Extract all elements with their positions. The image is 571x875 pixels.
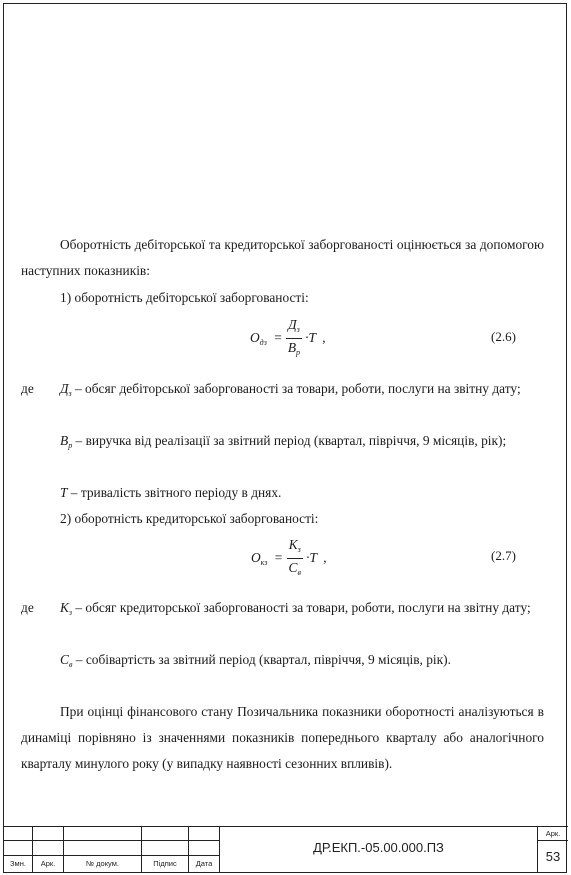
equals-sign: = bbox=[274, 330, 282, 346]
definition-cv bbox=[21, 647, 544, 678]
numerator: $К_з$ bbox=[287, 536, 303, 559]
sheet-label: Арк. bbox=[545, 829, 561, 838]
symbol: С bbox=[60, 652, 69, 667]
list-item-payables: 2) оборотність кредиторської заборгованості: bbox=[60, 511, 319, 526]
paragraph-intro: Оборотність дебіторської та кредиторської заборгованості оцінюється за допомогою наступних показників: bbox=[21, 237, 544, 278]
symbol: Д bbox=[60, 381, 69, 396]
symbol-sub: в bbox=[68, 660, 73, 669]
definition-text: – обсяг кредиторської заборгованості за товари, роботи, послуги на звітну дату; bbox=[72, 600, 531, 615]
equals-sign: = bbox=[274, 550, 283, 566]
sheet-number: 53 bbox=[545, 849, 561, 864]
numerator: $Д_з$ bbox=[286, 316, 302, 339]
multiplier: ·Т bbox=[305, 330, 316, 346]
symbol: К bbox=[60, 600, 69, 615]
symbol: В bbox=[60, 433, 69, 448]
definition-t bbox=[21, 480, 544, 506]
title-block-stamp bbox=[4, 826, 568, 872]
multiplier: ·Т bbox=[306, 550, 317, 566]
symbol-sub: з bbox=[68, 389, 72, 398]
comma: , bbox=[323, 550, 327, 566]
document-page bbox=[3, 3, 567, 873]
definition-dz bbox=[21, 376, 544, 407]
symbol-sub: р bbox=[68, 441, 73, 450]
stamp-col-izm: Змн. bbox=[10, 859, 26, 868]
list-item-receivables: 1) оборотність дебіторської заборгованості: bbox=[60, 290, 309, 305]
fraction bbox=[287, 536, 303, 582]
symbol: Т bbox=[60, 485, 68, 500]
document-code: ДР.ЕКП.-05.00.000.ПЗ bbox=[313, 840, 444, 855]
paragraph-conclusion: При оцінці фінансового стану Позичальника показники оборотності аналізуються в динаміці порівняно із значеннями показників попереднього кварталу або аналогічного кварталу минулого року (у випадку наявності сезонних впливів). bbox=[21, 704, 544, 771]
where-label: де bbox=[21, 600, 34, 615]
equation-number-2-6: (2.6) bbox=[491, 329, 516, 344]
formula-lhs: $О_{кз}$ bbox=[251, 550, 268, 568]
definition-vr bbox=[21, 428, 544, 459]
comma: , bbox=[322, 330, 326, 346]
equation-number-2-7: (2.7) bbox=[491, 548, 516, 563]
stamp-col-doc: № докум. bbox=[86, 859, 119, 868]
formula-2-7 bbox=[251, 536, 327, 582]
definition-text: – тривалість звітного періоду в днях. bbox=[67, 485, 282, 500]
where-label: де bbox=[21, 381, 34, 396]
stamp-col-sign: Підпис bbox=[153, 859, 177, 868]
formula-2-6 bbox=[250, 316, 326, 362]
fraction bbox=[286, 316, 302, 362]
stamp-sheet-line bbox=[537, 840, 568, 841]
denominator: $С_в$ bbox=[288, 560, 301, 577]
stamp-col-date: Дата bbox=[195, 859, 213, 868]
definition-text: – обсяг дебіторської заборгованості за товари, роботи, послуги на звітну дату; bbox=[71, 381, 521, 396]
formula-lhs: $О_{дз}$ bbox=[250, 330, 267, 348]
definition-text: – виручка від реалізації за звітний період (квартал, півріччя, 9 місяців, рік); bbox=[72, 433, 507, 448]
denominator: $В_р$ bbox=[287, 340, 301, 357]
stamp-row-line bbox=[4, 855, 219, 856]
symbol-sub: з bbox=[68, 608, 73, 617]
stamp-row-line bbox=[4, 840, 219, 841]
stamp-top-line bbox=[4, 826, 568, 827]
definition-text: – собівартість за звітний період (квартал, півріччя, 9 місяців, рік). bbox=[72, 652, 451, 667]
definition-kz bbox=[21, 595, 544, 626]
stamp-col-ark: Арк. bbox=[40, 859, 56, 868]
